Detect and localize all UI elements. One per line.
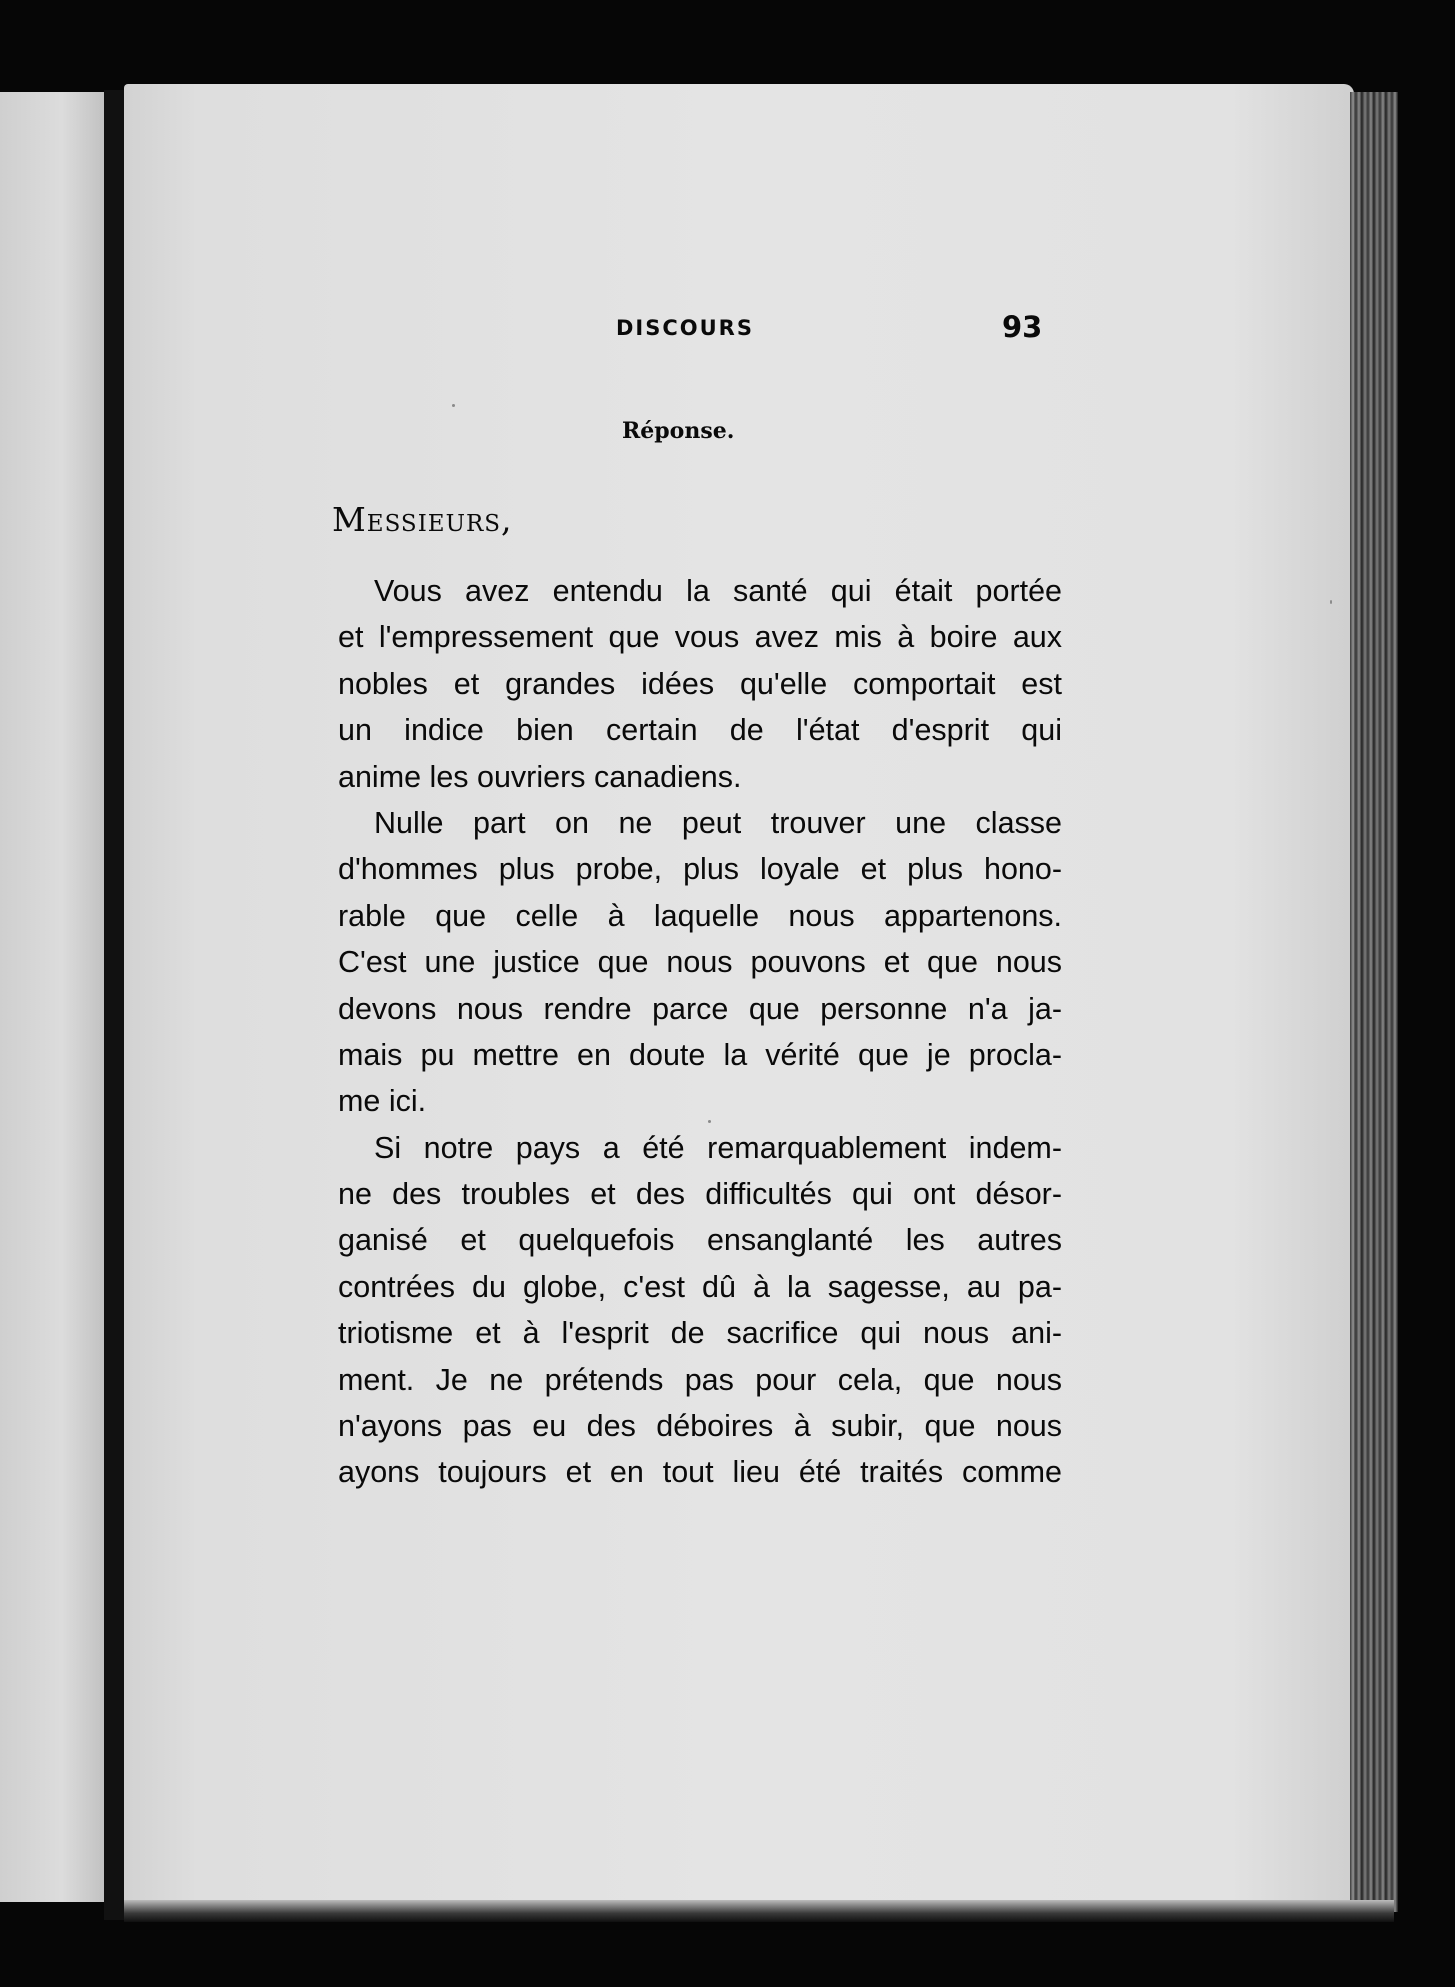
paper-speck — [1330, 600, 1332, 604]
page-number: 93 — [1002, 310, 1043, 344]
text-line: un indice bien certain de l'état d'esprit qui — [338, 713, 1062, 748]
text-line: anime les ouvriers canadiens. — [338, 759, 742, 794]
running-title: DISCOURS — [616, 316, 754, 340]
section-heading: Réponse. — [622, 418, 735, 444]
running-header — [0, 310, 1455, 350]
text-line: ne des troubles et des difficultés qui ont désor- — [338, 1177, 1062, 1212]
text-line: C'est une justice que nous pouvons et que nous — [338, 945, 1062, 980]
text-line: ment. Je ne prétends pas pour cela, que nous — [338, 1362, 1062, 1397]
left-page-edge — [0, 92, 112, 1902]
text-line: mais pu mettre en doute la vérité que je procla- — [338, 1037, 1062, 1072]
text-line: nobles et grandes idées qu'elle comportait est — [338, 666, 1062, 701]
text-line: triotisme et à l'esprit de sacrifice qui nous ani- — [338, 1316, 1062, 1351]
salutation: Messieurs, — [332, 500, 513, 539]
text-line: ganisé et quelquefois ensanglanté les autres — [338, 1223, 1062, 1258]
text-line: me ici. — [338, 1084, 427, 1119]
text-line: n'ayons pas eu des déboires à subir, que nous — [338, 1409, 1062, 1444]
text-line: devons nous rendre parce que personne n'a ja- — [338, 991, 1062, 1026]
book-gutter — [104, 90, 126, 1920]
text-line: et l'empressement que vous avez mis à boire aux — [338, 620, 1062, 655]
paragraph-2 — [338, 800, 1062, 1125]
text-line: Nulle part on ne peut trouver une classe — [374, 805, 1062, 840]
text-line: contrées du globe, c'est dû à la sagesse, au pa- — [338, 1269, 1062, 1304]
page-bottom-edge — [124, 1900, 1394, 1922]
text-line: ayons toujours et en tout lieu été traités comme — [338, 1455, 1062, 1490]
text-line: d'hommes plus probe, plus loyale et plus hono- — [338, 852, 1062, 887]
body-text — [338, 568, 1062, 1496]
text-line: rable que celle à laquelle nous appartenons. — [338, 898, 1062, 933]
text-line: Vous avez entendu la santé qui était portée — [374, 574, 1062, 608]
paper-speck — [452, 404, 455, 407]
paragraph-1 — [338, 568, 1062, 800]
text-line: Si notre pays a été remarquablement indem- — [374, 1130, 1062, 1165]
page-stack-edge — [1350, 92, 1398, 1912]
paragraph-3 — [338, 1125, 1062, 1496]
